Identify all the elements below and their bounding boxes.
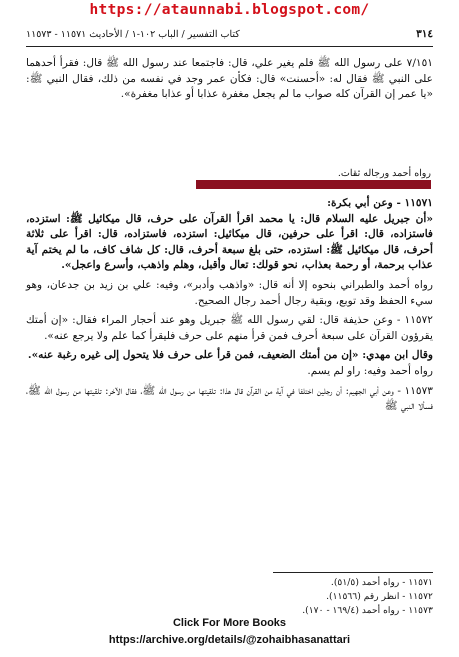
footnote-11571: ١١٥٧١ - رواه أحمد (٥١/٥). [330,577,433,588]
blog-url-banner[interactable]: https://ataunnabi.blogspot.com/ [89,2,370,18]
highlight-band [196,180,431,189]
footnote-rule [273,572,433,573]
footnote-11572: ١١٥٧٢ - انظر رقم (١١٥٦٦). [326,591,433,602]
narration-note: رواه أحمد ورجاله ثقات. [337,168,431,179]
hadith-11572-addendum: وقال ابن مهدي: «إن من أمتك الضعيف، فمن قرأ على حرف فلا يتحول إلى غيره رغبة عنه». [27,349,433,362]
archive-url-link[interactable]: https://archive.org/details/@zohaibhasanattari [108,634,351,646]
footnote-11573: ١١٥٧٣ - رواه أحمد (١٦٩/٤ - ١٧٠). [302,605,433,616]
running-header [26,28,433,44]
hadith-11572-source: رواه أحمد وفيه: راو لم يسم. [307,364,433,377]
paragraph-hadith-intro: ٧/١٥١ على رسول الله ﷺ فلم يغير علي، قال: فاجتمعا عند رسول الله ﷺ قال: فقرأ أحدهما على النبي ﷺ فقال له: «أحسنت» قال: فكأن عمر وجد في نفسه من ذلك، فقال النبي ﷺ: «يا عمر إن القرآن كله صواب ما لم يجعل مغفرة عذابا أو عذابا مغفرة». [26,57,433,101]
text-block-2 [26,196,433,415]
more-books-link[interactable]: Click For More Books [172,617,287,629]
footnotes [173,576,433,618]
hadith-11571-commentary: رواه أحمد والطبراني بنحوه إلا أنه قال: «واذهب وأدبر»، وفيه: علي بن زيد بن جدعان، وهو سيء الحفظ وقد توبع، وبقية رجال أحمد رجال الصحيح. [26,278,433,307]
page-number: ٣١٤ [416,28,433,40]
text-block-1 [26,56,433,103]
hadith-11571-heading: ١١٥٧١ - وعن أبي بكرة: [327,197,433,209]
hadith-11572-text: ١١٥٧٢ - وعن حذيفة قال: لقي رسول الله ﷺ جبريل وهو عند أحجار المراء فقال: «إن أمتك يقرؤون القرآن على سبعة أحرف فمن قرأ منهم على حرف فليقرأ كما علم ولا يرجع عنه». [26,314,433,342]
hadith-11571-text: «أن جبريل عليه السلام قال: يا محمد اقرأ القرآن على حرف، قال ميكائيل ﷺ: استزده، فاستزاده، قال: اقرأ على حرفين، قال ميكائيل: استزده، فاستزاده، قال: اقرأ على ثلاثة أحرف، قال ميكائيل ﷺ: استزده، حتى بلغ سبعة أحرف، قال: كل شاف كاف، ما لم يختم آية عذاب برحمة، أو رحمة بعذاب، نحو قولك: تعال وأقبل، وهلم واذهب، وأسرع واعجل». [26,212,433,272]
hadith-11573-text: ١١٥٧٣ - وعن أبي الجهيم: أن رجلين اختلفا في آية من القرآن قال هذا: تلقيتها من رسول الله ﷺ، فقال الآخر: تلقيتها من رسول الله ﷺ، فسألا النبي ﷺ [26,384,433,413]
chapter-title: كتاب التفسير / الباب ١٠٢-١ / الأحاديث ١١٥٧١ - ١١٥٧٣ [26,29,240,40]
header-rule [26,46,433,47]
